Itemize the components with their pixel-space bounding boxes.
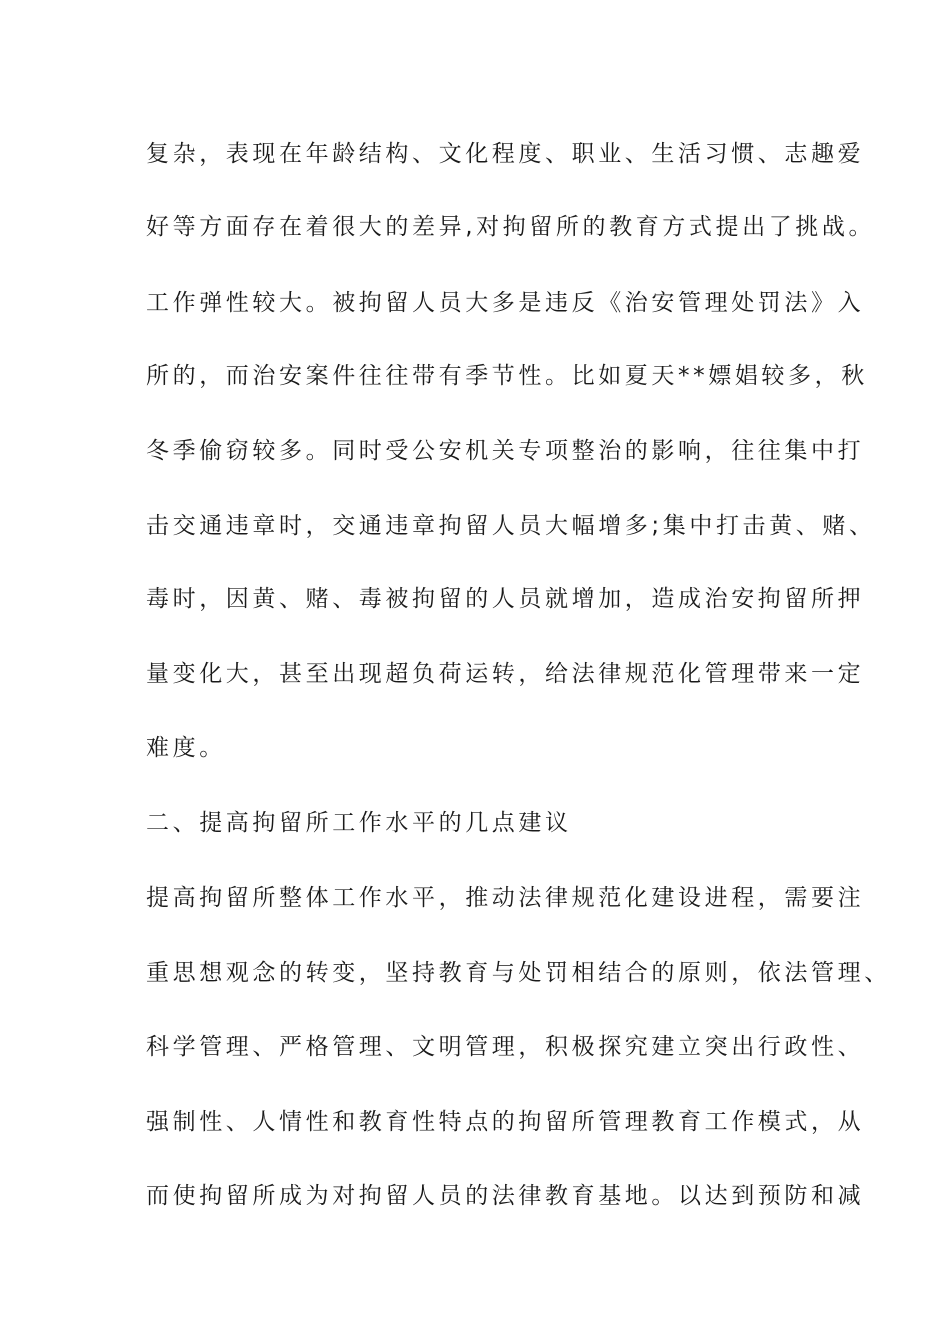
text-line: 毒时，因黄、赌、毒被拘留的人员就增加，造成治安拘留所押: [146, 586, 865, 612]
text-line: 复杂，表现在年龄结构、文化程度、职业、生活习惯、志趣爱: [146, 141, 865, 167]
text-line: 科学管理、严格管理、文明管理，积极探究建立突出行政性、: [146, 1034, 865, 1060]
text-line: 工作弹性较大。被拘留人员大多是违反《治安管理处罚法》入: [146, 290, 865, 316]
text-line: 击交通违章时，交通违章拘留人员大幅增多;集中打击黄、赌、: [146, 513, 876, 539]
text-line: 量变化大，甚至出现超负荷运转，给法律规范化管理带来一定: [146, 661, 865, 687]
section-heading: 二、提高拘留所工作水平的几点建议: [146, 810, 572, 836]
text-line: 难度。: [146, 735, 226, 761]
text-line: 冬季偷窃较多。同时受公安机关专项整治的影响，往往集中打: [146, 438, 865, 464]
text-line: 好等方面存在着很大的差异,对拘留所的教育方式提出了挑战。: [146, 214, 876, 240]
text-line: 重思想观念的转变，坚持教育与处罚相结合的原则，依法管理、: [146, 960, 891, 986]
text-line: 而使拘留所成为对拘留人员的法律教育基地。以达到预防和减: [146, 1183, 865, 1209]
text-line: 提高拘留所整体工作水平，推动法律规范化建设进程，需要注: [146, 885, 865, 911]
text-line: 所的，而治安案件往往带有季节性。比如夏天**嫖娼较多，秋: [146, 363, 868, 389]
text-line: 强制性、人情性和教育性特点的拘留所管理教育工作模式，从: [146, 1109, 865, 1135]
